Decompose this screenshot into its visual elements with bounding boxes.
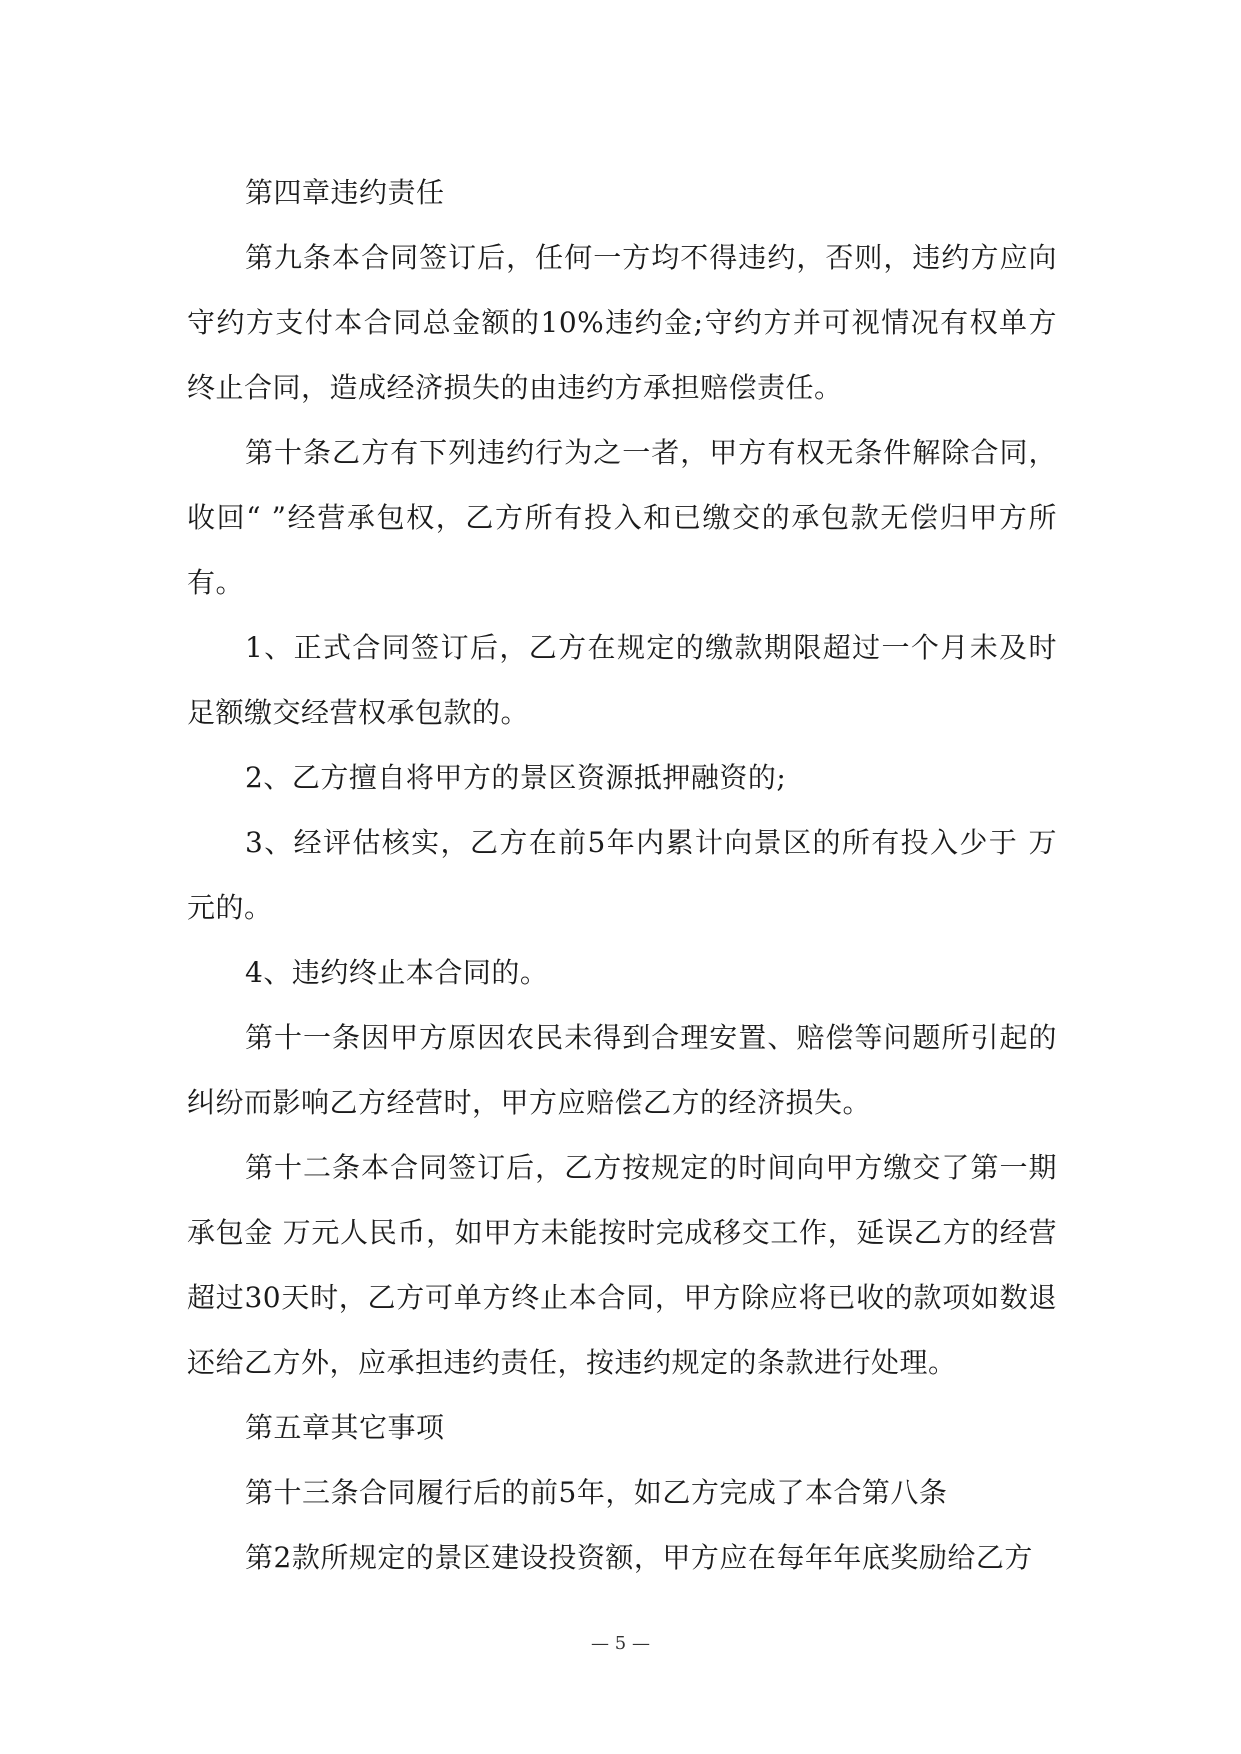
document-body [187,160,1057,1590]
list-item: 1、正式合同签订后，乙方在规定的缴款期限超过一个月未及时足额缴交经营权承包款的。 [187,631,1057,729]
paragraph: 第九条本合同签订后，任何一方均不得违约，否则，违约方应向守约方支付本合同总金额的10%违约金;守约方并可视情况有权单方终止合同，造成经济损失的由违约方承担赔偿责任。 [187,241,1057,404]
page-number: — 5 — [591,1633,650,1654]
chapter-heading: 第五章其它事项 [245,1411,445,1444]
paragraph: 第十二条本合同签订后，乙方按规定的时间向甲方缴交了第一期承包金 万元人民币，如甲方未能按时完成移交工作，延误乙方的经营超过30天时，乙方可单方终止本合同，甲方除应将已收的款项如数退还给乙方外，应承担违约责任，按违约规定的条款进行处理。 [187,1151,1057,1379]
list-item: 4、违约终止本合同的。 [245,956,549,989]
list-item: 3、经评估核实，乙方在前5年内累计向景区的所有投入少于 万元的。 [187,826,1057,924]
paragraph: 第2款所规定的景区建设投资额，甲方应在每年年底奖励给乙方 [245,1541,1033,1574]
paragraph: 第十三条合同履行后的前5年，如乙方完成了本合第八条 [245,1476,948,1509]
paragraph: 第十条乙方有下列违约行为之一者，甲方有权无条件解除合同，收回“ ”经营承包权，乙方所有投入和已缴交的承包款无偿归甲方所有。 [187,436,1057,599]
chapter-heading: 第四章违约责任 [245,176,445,209]
paragraph: 第十一条因甲方原因农民未得到合理安置、赔偿等问题所引起的纠纷而影响乙方经营时，甲方应赔偿乙方的经济损失。 [187,1021,1057,1119]
list-item: 2、乙方擅自将甲方的景区资源抵押融资的; [245,761,787,794]
